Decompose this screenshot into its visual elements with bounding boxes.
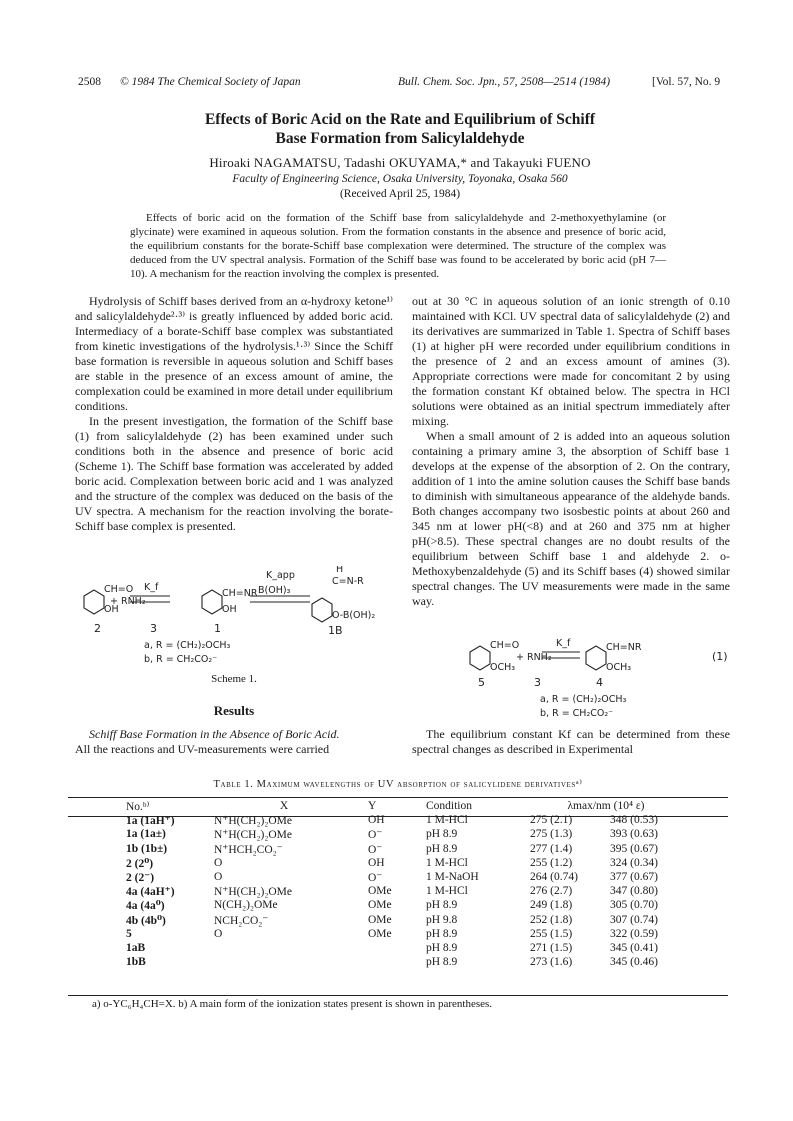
col-header-lambda: λmax/nm (10⁴ ε): [567, 800, 645, 813]
intro-paragraph-2: In the present investigation, the formation of the Schiff base (1) from salicylaldehyde (2) has been examined under such conditions both in the absence and presence of boric acid (Scheme 1). The Schiff base formation was accelerated by added boric acid. Complexation between boric acid and 1 was analyzed and the structure of the complex was deduced on the basis of the UV spectra. A mechanism for the reaction involving the borate-Schiff base complex is presented.: [75, 414, 393, 533]
s1-ra: a, R = (CH₂)₂OCH₃: [144, 640, 231, 651]
left-column: [75, 294, 393, 534]
table-cell: 1 M-HCl: [426, 856, 468, 869]
results-subheading: Schiff Base Formation in the Absence of Boric Acid.: [89, 727, 340, 741]
table-top-rule: [68, 797, 728, 798]
table-row: [100, 898, 686, 912]
e1-och3-2: OCH₃: [606, 662, 632, 673]
table-cell: 4b (4b⁰): [126, 914, 166, 927]
table-cell: 348 (0.53): [610, 814, 658, 827]
equation-1-diagram: [460, 634, 740, 724]
table-cell: 307 (0.74): [610, 913, 658, 926]
table-cell: 276 (2.7): [530, 885, 573, 898]
journal-citation: Bull. Chem. Soc. Jpn., 57, 2508—2514 (1984): [398, 76, 611, 88]
table-row: [100, 913, 686, 927]
table-body: [100, 813, 686, 969]
benzene-ring-5: [470, 646, 490, 670]
table-cell: 5: [126, 927, 132, 940]
table-cell: OMe: [368, 913, 392, 926]
table-cell: pH 8.9: [426, 956, 458, 969]
table-row: [100, 856, 686, 870]
table-cell: 249 (1.8): [530, 899, 573, 912]
table-cell: O⁻: [368, 872, 383, 885]
e1-cho: CH=O: [490, 640, 520, 651]
table-cell: pH 9.8: [426, 913, 458, 926]
table-cell: N(CH₂)₂OMe: [214, 899, 278, 912]
table-row: [100, 955, 686, 969]
table-row: [100, 884, 686, 898]
page-number: 2508: [78, 76, 101, 88]
table-cell: O⁻: [368, 829, 383, 842]
col-header-condition: Condition: [426, 800, 473, 813]
table-cell: 2 (2⁰): [126, 857, 154, 870]
benzene-ring-4: [586, 646, 606, 670]
col-header-no: No.ᵇ⁾: [126, 801, 150, 814]
results-paragraph: [75, 727, 393, 757]
s1-label-2: 2: [94, 622, 101, 635]
table-row: [100, 813, 686, 827]
benzene-ring-2: [84, 590, 104, 614]
table-cell: 1a (1a±): [126, 828, 166, 841]
s1-oh: OH: [104, 604, 119, 615]
table-cell: [210, 955, 358, 969]
table-cell: OMe: [368, 927, 392, 940]
table-header-row: [100, 799, 686, 813]
table-cell: 1bB: [126, 956, 146, 969]
right-p3-text: The equilibrium constant Kf can be determined from these spectral changes as described in Experimental: [412, 727, 730, 756]
e1-number: (1): [712, 650, 728, 663]
table-cell: 395 (0.67): [610, 842, 658, 855]
table-cell: 1a (1aH⁺): [126, 815, 175, 828]
table-cell: 322 (0.59): [610, 927, 658, 940]
scheme-1-diagram: [70, 566, 400, 664]
table-cell: O: [214, 856, 223, 869]
received-date: (Received April 25, 1984): [339, 188, 461, 200]
s1-label-3: 3: [150, 622, 157, 635]
s1-imine: CH=NR: [222, 588, 258, 599]
s1-complex-n: C=N-R: [332, 576, 364, 587]
table-row: [100, 827, 686, 841]
table-cell: [358, 955, 422, 969]
e1-ra: a, R = (CH₂)₂OCH₃: [540, 694, 627, 705]
table-cell: N⁺H(CH₂)₂OMe: [214, 829, 292, 842]
e1-imine: CH=NR: [606, 642, 642, 653]
col-header-x: X: [279, 800, 289, 813]
table-cell: [358, 941, 422, 955]
table-cell: N⁺H(CH₂)₂OMe: [214, 815, 292, 828]
table-cell: 393 (0.63): [610, 828, 658, 841]
benzene-ring-1B: [312, 598, 332, 622]
table-cell: 345 (0.46): [610, 956, 658, 969]
table-cell: pH 8.9: [426, 842, 458, 855]
e1-label-4: 4: [596, 676, 603, 689]
table-cell: 1b (1b±): [126, 842, 168, 855]
table-footnote: a) o-YC₆H₄CH=X. b) A main form of the ionization states present is shown in parentheses.: [92, 998, 493, 1010]
paper-title: [80, 110, 720, 148]
e1-amine: + RNH₂: [516, 652, 552, 663]
right-paragraph-3: [412, 727, 730, 757]
s1-rb: b, R = CH₂CO₂⁻: [144, 654, 218, 664]
table-row: [100, 927, 686, 941]
table-cell: 1 M-HCl: [426, 885, 468, 898]
table-cell: 345 (0.41): [610, 941, 658, 954]
intro-paragraph-1: Hydrolysis of Schiff bases derived from an α-hydroxy ketone¹⁾ and salicylaldehyde²·³⁾ is greatly influenced by added boric acid. Intermediacy of a borate-Schiff base complex was substantiated from kinetic investigations of the hydrolysis.¹·³⁾ Since the Schiff base formation is reversible in aqueous solution and Schiff bases are stable in the presence of an excess amount of amine, the complexation could be examined in more detail under equilibrium conditions.: [75, 294, 393, 413]
right-paragraph-2: When a small amount of 2 is added into an aqueous solution containing a primary amine 3, the absorption of Schiff base 1 develops at the expense of the absorption of 2. On the contrary, addition of 1 into the amine solution causes the Schiff base bands to diminish with simultaneous appearance of the aldehyde bands. Both changes accompany two isosbestic points at about 260 and 345 nm at lower pH(<8) and at 260 and 375 nm at higher pH(>8.5). These spectral changes are no doubt results of the equilibrium between Schiff base 1 and aldehyde 2. o-Methoxybenzaldehyde (5) and its Schiff bases (4) showed similar spectral changes. The UV measurements were made in the same way.: [412, 429, 730, 608]
s1-kf: K_f: [144, 582, 159, 593]
s1-label-1B: 1B: [328, 624, 343, 637]
table-cell: 271 (1.5): [530, 941, 573, 954]
e1-label-3: 3: [534, 676, 541, 689]
table-cell: 275 (1.3): [530, 828, 573, 841]
table-cell: pH 8.9: [426, 941, 458, 954]
table-cell: OMe: [368, 885, 392, 898]
table-cell: 255 (1.5): [530, 927, 573, 940]
table-cell: 347 (0.80): [610, 885, 658, 898]
table-cell: O⁻: [368, 843, 383, 856]
table-cell: 305 (0.70): [610, 899, 658, 912]
table-1: [100, 799, 686, 969]
abstract: Effects of boric acid on the formation of the Schiff base from salicylaldehyde and 2-methoxyethylamine (or glycinate) were examined in aqueous solution. From the formation constants in the absence and presence of boric acid, the equilibrium constants for the borate-Schiff base complexation were determined. The structure of the complex was deduced from the UV spectral analysis. Formation of the Schiff base was found to be accelerated by boric acid (pH 7—10). A mechanism for the reaction involving the complex is presented.: [130, 212, 666, 280]
table-cell: N⁺HCH₂CO₂⁻: [214, 843, 283, 856]
table-row: [100, 842, 686, 856]
title-line-1: Effects of Boric Acid on the Rate and Equilibrium of Schiff: [204, 111, 596, 128]
table-bottom-rule: [68, 995, 728, 996]
table-cell: 2 (2⁻): [126, 872, 155, 885]
table-cell: 252 (1.8): [530, 913, 573, 926]
right-column: [412, 294, 730, 609]
table-cell: O: [214, 927, 223, 940]
scheme-caption: Scheme 1.: [211, 673, 257, 685]
table-cell: 1aB: [126, 941, 146, 954]
results-heading: Results: [213, 703, 255, 718]
table-cell: 4a (4a⁰): [126, 900, 165, 913]
table-cell: OH: [368, 814, 385, 827]
table-cell: NCH₂CO₂⁻: [214, 914, 269, 927]
table-cell: 1 M-NaOH: [426, 871, 479, 884]
table-cell: pH 8.9: [426, 899, 458, 912]
e1-rb: b, R = CH₂CO₂⁻: [540, 708, 614, 719]
authors: Hiroaki NAGAMATSU, Tadashi OKUYAMA,* and Takayuki FUENO: [209, 155, 591, 170]
table-row: [100, 870, 686, 884]
copyright: © 1984 The Chemical Society of Japan: [120, 76, 301, 88]
title-line-2: Base Formation from Salicylaldehyde: [275, 130, 525, 147]
s1-oh-2: OH: [222, 604, 237, 615]
table-cell: 277 (1.4): [530, 842, 573, 855]
table-cell: N⁺H(CH₂)₂OMe: [214, 886, 292, 899]
table-cell: pH 8.9: [426, 927, 458, 940]
table-caption: Table 1. Maximum wavelengths of UV absorption of salicylidene derivativesᵃ⁾: [213, 779, 583, 790]
table-row: [100, 941, 686, 955]
benzene-ring-1: [202, 590, 222, 614]
s1-boh3: B(OH)₃: [258, 585, 291, 596]
right-paragraph-1: out at 30 °C in aqueous solution of an ionic strength of 0.10 maintained with KCl. UV spectral data of salicylaldehyde (2) and its derivatives are summarized in Table 1. Spectra of Schiff bases (1) at higher pH were recorded under equilibrium conditions in the presence of 2 and an excess amount of amines (3). Appropriate corrections were made for concomitant 2 by using the formation constant Kf obtained below. The spectra in HCl solutions were obtained as an initial spectrum immediately after mixing.: [412, 294, 730, 428]
table-cell: OMe: [368, 899, 392, 912]
e1-kf: K_f: [556, 638, 571, 649]
table-cell: 4a (4aH⁺): [126, 886, 175, 899]
s1-complex-b: O-B(OH)₂: [332, 610, 376, 621]
table-cell: 377 (0.67): [610, 871, 658, 884]
table-cell: 273 (1.6): [530, 956, 573, 969]
table-cell: 324 (0.34): [610, 856, 658, 869]
table-cell: OH: [368, 856, 385, 869]
affiliation: Faculty of Engineering Science, Osaka University, Toyonaka, Osaka 560: [232, 173, 568, 185]
s1-label-1: 1: [214, 622, 221, 635]
s1-complex-h: H: [336, 566, 344, 575]
e1-label-5: 5: [478, 676, 485, 689]
table-cell: 1 M-HCl: [426, 814, 468, 827]
e1-och3: OCH₃: [490, 662, 516, 673]
table-cell: pH 8.9: [426, 828, 458, 841]
results-text: All the reactions and UV-measurements were carried: [75, 742, 330, 756]
table-cell: 255 (1.2): [530, 856, 573, 869]
volume-info: [Vol. 57, No. 9: [652, 76, 721, 88]
s1-kapp: K_app: [266, 570, 295, 581]
table-cell: [210, 941, 358, 955]
table-cell: 264 (0.74): [530, 871, 578, 884]
s1-cho: CH=O: [104, 584, 134, 595]
table-cell: O: [214, 871, 223, 884]
col-header-y: Y: [368, 800, 377, 813]
s1-amine: + RNH₂: [110, 596, 146, 607]
table-cell: 275 (2.1): [530, 814, 573, 827]
